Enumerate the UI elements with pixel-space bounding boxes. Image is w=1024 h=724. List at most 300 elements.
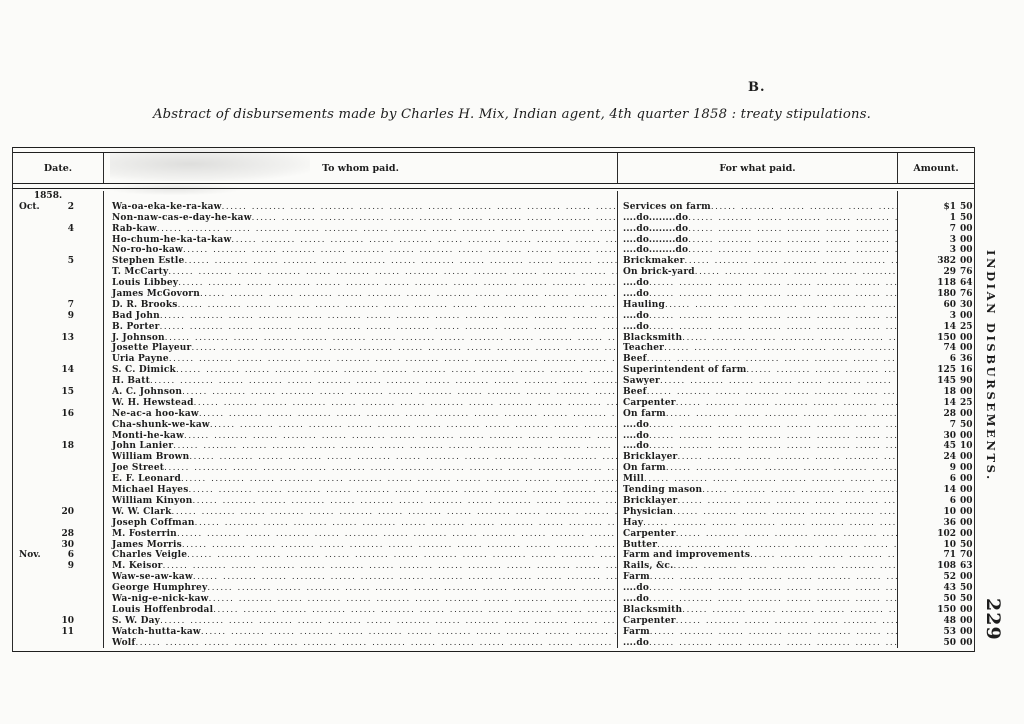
amount-cell [898, 561, 974, 572]
amount-cell [898, 474, 974, 485]
purpose-cell [618, 638, 898, 649]
dot-leader [649, 431, 897, 442]
payee-name: M. Keisor [112, 561, 163, 572]
amount-cell [898, 605, 974, 616]
purpose-text: Sawyer [623, 376, 660, 387]
amount-cell [898, 343, 974, 354]
table-row [13, 256, 974, 267]
payee-cell [104, 507, 618, 518]
dot-leader [135, 638, 617, 649]
date-cell [13, 235, 104, 246]
amount-cell [898, 289, 974, 300]
amount-cell [898, 485, 974, 496]
date-day: 6 [67, 550, 74, 561]
payee-cell [104, 387, 618, 398]
amount-cell [898, 540, 974, 551]
payee-name: George Humphrey [112, 583, 208, 594]
amount-cents: 25 [960, 321, 973, 332]
purpose-cell [618, 202, 898, 213]
amount-cell [898, 452, 974, 463]
purpose-text: ....do [623, 637, 650, 648]
amount-dollars: 150 [937, 332, 956, 343]
amount-cell [898, 213, 974, 224]
dot-leader [688, 235, 897, 246]
purpose-cell [618, 365, 898, 376]
purpose-cell [618, 311, 898, 322]
date-cell [13, 278, 104, 289]
amount-cents: 50 [960, 419, 973, 430]
payee-name: Monti-he-kaw [112, 430, 185, 441]
table-row [13, 322, 974, 333]
purpose-cell [618, 191, 898, 202]
date-day: 9 [67, 310, 74, 321]
amount-dollars: 28 [943, 408, 956, 419]
payee-cell [104, 354, 618, 365]
amount-dollars: 118 [937, 278, 956, 289]
purpose-text: Mill [623, 474, 645, 485]
date-day: 13 [61, 332, 74, 343]
payee-name: William Kinyon [112, 495, 193, 506]
dot-leader [647, 387, 897, 398]
payee-cell [104, 398, 618, 409]
amount-cents: 00 [960, 310, 973, 321]
purpose-text: Farm [623, 572, 650, 583]
date-cell [13, 529, 104, 540]
table-row [13, 354, 974, 365]
purpose-text: Beef [623, 387, 647, 398]
amount-cents: 50 [960, 593, 973, 604]
amount-cell [898, 354, 974, 365]
dot-leader [650, 572, 897, 583]
purpose-cell [618, 245, 898, 256]
amount-dollars: 48 [943, 615, 956, 626]
amount-dollars: 71 [943, 550, 956, 561]
disbursements-table [12, 147, 975, 652]
payee-cell [104, 474, 618, 485]
payee-name: Louis Libbey [112, 278, 179, 289]
payee-name: H. Batt [112, 376, 150, 387]
table-row [13, 485, 974, 496]
dot-leader [193, 572, 617, 583]
payee-cell [104, 420, 618, 431]
purpose-cell [618, 213, 898, 224]
payee-cell [104, 431, 618, 442]
dot-leader [160, 311, 617, 322]
dot-leader [184, 256, 617, 267]
table-row [13, 518, 974, 529]
purpose-cell [618, 594, 898, 605]
amount-cents: 50 [960, 201, 973, 212]
date-cell [13, 550, 104, 561]
amount-cell [898, 583, 974, 594]
payee-name: John Lanier [112, 441, 174, 452]
dot-leader [209, 594, 617, 605]
amount-cents: 70 [960, 550, 973, 561]
table-row [13, 627, 974, 638]
amount-cents: 50 [960, 539, 973, 550]
date-day: 5 [67, 256, 74, 267]
date-cell [13, 300, 104, 311]
payee-name: Josette Playeur [112, 343, 192, 354]
table-row [13, 474, 974, 485]
date-day: 14 [61, 365, 74, 376]
table-row [13, 409, 974, 420]
purpose-text: ....do [623, 430, 650, 441]
payee-cell [104, 235, 618, 246]
payee-cell [104, 452, 618, 463]
table-row [13, 289, 974, 300]
purpose-cell [618, 322, 898, 333]
dot-leader [660, 376, 897, 387]
dot-leader [213, 605, 617, 616]
date-cell [13, 431, 104, 442]
amount-dollars: 102 [937, 528, 956, 539]
amount-dollars: 6 [949, 354, 956, 365]
purpose-text: Physician [623, 506, 674, 517]
dot-leader [181, 474, 617, 485]
purpose-text: Bricklayer [623, 495, 678, 506]
table-row [13, 224, 974, 235]
date-cell [13, 485, 104, 496]
amount-cell [898, 420, 974, 431]
amount-cents: 50 [960, 583, 973, 594]
purpose-text: Services on farm [623, 201, 711, 212]
dot-leader [750, 550, 897, 561]
table-row [13, 605, 974, 616]
payee-name: James Morris [112, 539, 182, 550]
amount-cents: 00 [960, 517, 973, 528]
amount-dollars: 53 [943, 626, 956, 637]
amount-cents: 16 [960, 365, 973, 376]
payee-name: Joseph Coffman [112, 517, 195, 528]
amount-dollars: 50 [943, 593, 956, 604]
dot-leader [168, 267, 617, 278]
purpose-cell [618, 224, 898, 235]
dot-leader [172, 507, 617, 518]
column-header-date: Date. [13, 153, 104, 183]
dot-leader [192, 343, 618, 354]
date-cell [13, 441, 104, 452]
payee-cell [104, 605, 618, 616]
dot-leader [676, 529, 897, 540]
purpose-text: Carpenter [623, 528, 676, 539]
purpose-text: Hauling [623, 299, 665, 310]
date-cell [13, 376, 104, 387]
purpose-text: Blacksmith [623, 332, 683, 343]
date-day: 9 [67, 561, 74, 572]
dot-leader [649, 638, 897, 649]
table-row [13, 616, 974, 627]
date-cell [13, 398, 104, 409]
table-row [13, 235, 974, 246]
table-row [13, 191, 974, 202]
table-row [13, 387, 974, 398]
amount-cents: 00 [960, 387, 973, 398]
date-cell [13, 387, 104, 398]
dot-leader [178, 300, 617, 311]
date-cell [13, 496, 104, 507]
amount-dollars: 52 [943, 572, 956, 583]
purpose-cell [618, 300, 898, 311]
purpose-cell [618, 550, 898, 561]
amount-cell [898, 627, 974, 638]
payee-cell [104, 485, 618, 496]
payee-cell [104, 529, 618, 540]
dot-leader [178, 278, 617, 289]
payee-name: E. F. Leonard [112, 474, 181, 485]
dot-leader [157, 224, 617, 235]
purpose-cell [618, 235, 898, 246]
dot-leader [252, 213, 617, 224]
purpose-text: Blacksmith [623, 604, 683, 615]
amount-cents: 10 [960, 441, 973, 452]
amount-cell [898, 376, 974, 387]
dot-leader [643, 518, 897, 529]
purpose-text: ....do........do [623, 234, 689, 245]
date-cell [13, 333, 104, 344]
dot-leader [165, 333, 617, 344]
purpose-text: Farm and improvements [623, 550, 751, 561]
amount-dollars: 382 [937, 256, 956, 267]
payee-cell [104, 191, 618, 202]
table-row [13, 540, 974, 551]
amount-cell [898, 256, 974, 267]
purpose-text: ....do [623, 278, 650, 289]
payee-name: Stephen Estle [112, 256, 185, 267]
payee-name: Waw-se-aw-kaw [112, 572, 193, 583]
amount-dollars: 125 [937, 365, 956, 376]
amount-dollars: 145 [937, 376, 956, 387]
purpose-cell [618, 627, 898, 638]
running-margin-title: INDIAN DISBURSEMENTS. [984, 250, 998, 482]
date-cell [13, 638, 104, 649]
payee-cell [104, 627, 618, 638]
purpose-text: ....do [623, 419, 650, 430]
amount-dollars: 45 [943, 441, 956, 452]
date-cell [13, 354, 104, 365]
amount-cell [898, 463, 974, 474]
table-bottom-rule [13, 651, 974, 652]
dot-leader [676, 398, 897, 409]
payee-name: Ne-ac-a hoo-kaw [112, 408, 199, 419]
amount-cell [898, 409, 974, 420]
purpose-cell [618, 518, 898, 529]
amount-cents: 00 [960, 506, 973, 517]
payee-cell [104, 289, 618, 300]
payee-cell [104, 518, 618, 529]
dot-leader [649, 583, 897, 594]
amount-cents: 64 [960, 278, 973, 289]
amount-cents: 00 [960, 528, 973, 539]
amount-dollars: 7 [949, 419, 956, 430]
purpose-text: Brickmaker [623, 256, 685, 267]
dot-leader [666, 409, 897, 420]
amount-dollars: 10 [943, 506, 956, 517]
purpose-cell [618, 540, 898, 551]
dot-leader [673, 507, 897, 518]
table-row [13, 594, 974, 605]
amount-cell [898, 245, 974, 256]
purpose-cell [618, 561, 898, 572]
dot-leader [189, 452, 617, 463]
date-cell [13, 245, 104, 256]
payee-name: Michael Hayes [112, 485, 189, 496]
date-cell [13, 256, 104, 267]
dot-leader [160, 616, 617, 627]
table-row [13, 300, 974, 311]
purpose-text: Hay [623, 517, 644, 528]
date-cell [13, 572, 104, 583]
amount-cell [898, 300, 974, 311]
table-row [13, 507, 974, 518]
amount-cents: 30 [960, 299, 973, 310]
dot-leader [231, 235, 617, 246]
amount-cents: 00 [960, 332, 973, 343]
table-header-row [13, 153, 974, 183]
amount-dollars: 24 [943, 452, 956, 463]
payee-name: Rab-kaw [112, 223, 157, 234]
table-row [13, 496, 974, 507]
payee-cell [104, 561, 618, 572]
date-month: 1858. [33, 191, 63, 201]
dot-leader [194, 398, 617, 409]
purpose-cell [618, 507, 898, 518]
dot-leader [182, 387, 617, 398]
amount-dollars: $1 [943, 201, 956, 212]
dot-leader [207, 583, 617, 594]
date-cell [13, 594, 104, 605]
payee-cell [104, 550, 618, 561]
payee-name: J. Johnson [112, 332, 165, 343]
dot-leader [183, 245, 617, 256]
date-cell [13, 420, 104, 431]
amount-cents: 00 [960, 452, 973, 463]
purpose-cell [618, 333, 898, 344]
purpose-cell [618, 387, 898, 398]
amount-cents: 00 [960, 343, 973, 354]
table-row [13, 333, 974, 344]
dot-leader [688, 213, 897, 224]
table-row [13, 463, 974, 474]
amount-dollars: 29 [943, 267, 956, 278]
amount-cents: 00 [960, 637, 973, 648]
date-day: 28 [61, 528, 74, 539]
purpose-cell [618, 431, 898, 442]
purpose-cell [618, 496, 898, 507]
payee-name: Watch-hutta-kaw [112, 626, 201, 637]
date-day: 4 [67, 223, 74, 234]
purpose-text: On farm [623, 463, 666, 474]
dot-leader [657, 540, 897, 551]
payee-name: William Brown [112, 452, 190, 463]
dot-leader [644, 474, 897, 485]
dot-leader [222, 202, 617, 213]
amount-dollars: 50 [943, 637, 956, 648]
table-row [13, 343, 974, 354]
date-cell [13, 452, 104, 463]
amount-dollars: 108 [937, 561, 956, 572]
payee-name: S. W. Day [112, 615, 161, 626]
table-row [13, 398, 974, 409]
purpose-text: Superintendent of farm [623, 365, 747, 376]
table-row [13, 213, 974, 224]
purpose-text: Rails, &c. [623, 561, 674, 572]
dot-leader [195, 518, 617, 529]
payee-name: A. C. Johnson [112, 387, 183, 398]
payee-name: Wa-oa-eka-ke-ra-kaw [112, 201, 222, 212]
amount-dollars: 150 [937, 604, 956, 615]
purpose-text: Carpenter [623, 397, 676, 408]
dot-leader [677, 452, 897, 463]
payee-cell [104, 376, 618, 387]
payee-name: Bad John [112, 310, 160, 321]
amount-cell [898, 550, 974, 561]
purpose-cell [618, 529, 898, 540]
column-header-amount: Amount. [913, 162, 959, 174]
amount-cell [898, 616, 974, 627]
amount-cents: 00 [960, 572, 973, 583]
date-cell [13, 289, 104, 300]
table-row [13, 452, 974, 463]
table-row [13, 431, 974, 442]
page-number: 229 [982, 598, 1004, 641]
payee-cell [104, 496, 618, 507]
amount-cell [898, 224, 974, 235]
amount-cents: 00 [960, 408, 973, 419]
dot-leader [199, 409, 617, 420]
dot-leader [711, 202, 897, 213]
amount-dollars: 14 [943, 321, 956, 332]
dot-leader [688, 245, 897, 256]
amount-cell [898, 278, 974, 289]
payee-cell [104, 409, 618, 420]
purpose-text: ....do [623, 321, 650, 332]
page-title: Abstract of disbursements made by Charles H. Mix, Indian agent, 4th quarter 1858 : treaty stipulations. [152, 107, 872, 122]
purpose-cell [618, 441, 898, 452]
date-cell [13, 507, 104, 518]
dot-leader [169, 354, 617, 365]
amount-cell [898, 398, 974, 409]
date-cell [13, 343, 104, 354]
amount-dollars: 10 [943, 539, 956, 550]
dot-leader [201, 627, 617, 638]
date-day: 10 [61, 615, 74, 626]
purpose-text: Farm [623, 626, 650, 637]
payee-cell [104, 278, 618, 289]
payee-cell [104, 616, 618, 627]
dot-leader [160, 322, 617, 333]
table-row [13, 267, 974, 278]
date-cell [13, 365, 104, 376]
date-cell [13, 322, 104, 333]
date-day: 11 [61, 626, 74, 637]
table-row [13, 550, 974, 561]
amount-dollars: 3 [949, 310, 956, 321]
payee-name: T. McCarty [112, 267, 169, 278]
amount-dollars: 1 [949, 212, 956, 223]
section-label: B. [748, 80, 766, 95]
date-cell [13, 409, 104, 420]
amount-cell [898, 529, 974, 540]
amount-cell [898, 202, 974, 213]
dot-leader [188, 485, 617, 496]
purpose-cell [618, 474, 898, 485]
dot-leader [702, 485, 897, 496]
payee-cell [104, 311, 618, 322]
table-row [13, 561, 974, 572]
amount-cell [898, 322, 974, 333]
amount-cell [898, 191, 974, 202]
